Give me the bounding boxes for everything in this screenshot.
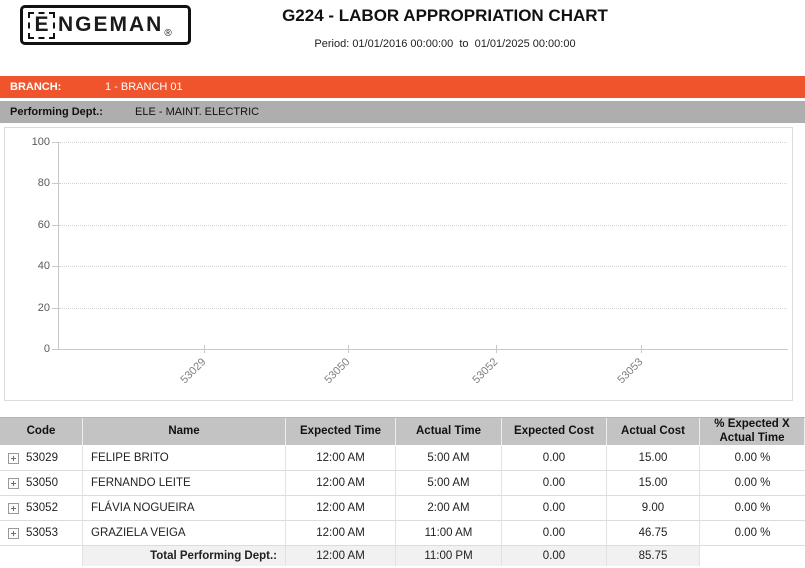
x-axis-category-label: 53052 xyxy=(470,356,501,387)
actual-cost-cell: 15.00 xyxy=(607,471,700,495)
y-axis xyxy=(58,142,59,349)
column-header-expected-cost: Expected Cost xyxy=(502,418,607,445)
expected-time-cell: 12:00 AM xyxy=(286,471,396,495)
actual-cost-cell: 46.75 xyxy=(607,521,700,545)
y-axis-tick-label: 80 xyxy=(37,177,50,189)
expected-cost-cell: 0.00 xyxy=(502,446,607,470)
y-axis-tick-label: 0 xyxy=(43,343,50,355)
total-actual-cost: 85.75 xyxy=(607,546,700,566)
column-header-expected-time: Expected Time xyxy=(286,418,396,445)
code-value: 53052 xyxy=(26,502,58,514)
x-axis-category-label: 53053 xyxy=(615,356,646,387)
expand-plus-icon[interactable] xyxy=(8,453,19,464)
gridline xyxy=(59,266,787,267)
pct-cell: 0.00 % xyxy=(734,477,771,489)
logo-e-icon: E xyxy=(28,12,55,39)
total-pct xyxy=(700,546,805,566)
report-period: Period: 01/01/2016 00:00:00 to 01/01/2025 00:00:00 xyxy=(314,38,576,50)
expected-time-cell: 12:00 AM xyxy=(286,446,396,470)
table-header-row xyxy=(0,417,805,446)
pct-cell: 0.00 % xyxy=(734,452,771,464)
table-row xyxy=(0,471,805,496)
total-expected-cost: 0.00 xyxy=(502,546,607,566)
code-value: 53029 xyxy=(26,452,58,464)
y-axis-tick-label: 20 xyxy=(37,302,50,314)
branch-value: 1 - BRANCH 01 xyxy=(105,81,183,93)
x-axis xyxy=(58,349,788,350)
column-header-actual-cost: Actual Cost xyxy=(607,418,700,445)
column-header-name: Name xyxy=(83,418,286,445)
total-expected-time: 12:00 AM xyxy=(286,546,396,566)
column-header-pct-expected-actual: % Expected X Actual Time xyxy=(700,418,805,445)
name-cell: FELIPE BRITO xyxy=(83,446,286,470)
actual-time-cell: 2:00 AM xyxy=(396,496,502,520)
total-actual-time: 11:00 PM xyxy=(396,546,502,566)
code-cell xyxy=(0,471,83,495)
gridline xyxy=(59,308,787,309)
expected-time-cell: 12:00 AM xyxy=(286,496,396,520)
table-row xyxy=(0,496,805,521)
actual-time-cell: 5:00 AM xyxy=(396,471,502,495)
gridline xyxy=(59,183,787,184)
x-axis-tick xyxy=(204,345,205,353)
column-header-code: Code xyxy=(0,418,83,445)
logo-text: NGEMAN xyxy=(58,13,164,36)
performing-dept-label: Performing Dept.: xyxy=(10,106,103,118)
pct-cell: 0.00 % xyxy=(734,527,771,539)
actual-cost-cell: 9.00 xyxy=(607,496,700,520)
total-row xyxy=(0,546,805,566)
x-axis-category-label: 53029 xyxy=(178,356,209,387)
expected-cost-cell: 0.00 xyxy=(502,471,607,495)
performing-dept-value: ELE - MAINT. ELECTRIC xyxy=(135,106,260,118)
name-cell: FLÁVIA NOGUEIRA xyxy=(83,496,286,520)
page-title: G224 - LABOR APPROPRIATION CHART xyxy=(282,6,608,25)
table-row xyxy=(0,446,805,471)
x-axis-tick xyxy=(641,345,642,353)
table-row xyxy=(0,521,805,546)
code-cell xyxy=(0,496,83,520)
registered-trademark-icon: ® xyxy=(164,28,172,39)
labor-appropriation-chart xyxy=(4,127,793,401)
y-axis-tick-label: 100 xyxy=(31,136,50,148)
x-axis-tick xyxy=(348,345,349,353)
expected-cost-cell: 0.00 xyxy=(502,521,607,545)
name-cell: FERNANDO LEITE xyxy=(83,471,286,495)
name-cell: GRAZIELA VEIGA xyxy=(83,521,286,545)
pct-cell: 0.00 % xyxy=(734,502,771,514)
x-axis-tick xyxy=(496,345,497,353)
expand-plus-icon[interactable] xyxy=(8,528,19,539)
x-axis-category-label: 53050 xyxy=(322,356,353,387)
code-value: 53053 xyxy=(26,527,58,539)
performing-dept-bar xyxy=(0,101,805,123)
expected-time-cell: 12:00 AM xyxy=(286,521,396,545)
y-axis-tick-label: 40 xyxy=(37,260,50,272)
actual-cost-cell: 15.00 xyxy=(607,446,700,470)
actual-time-cell: 5:00 AM xyxy=(396,446,502,470)
total-empty-cell xyxy=(0,546,83,566)
code-value: 53050 xyxy=(26,477,58,489)
actual-time-cell: 11:00 AM xyxy=(396,521,502,545)
total-label: Total Performing Dept.: xyxy=(83,546,286,566)
code-cell xyxy=(0,446,83,470)
expand-plus-icon[interactable] xyxy=(8,478,19,489)
expand-plus-icon[interactable] xyxy=(8,503,19,514)
branch-bar xyxy=(0,76,805,98)
column-header-actual-time: Actual Time xyxy=(396,418,502,445)
expected-cost-cell: 0.00 xyxy=(502,496,607,520)
code-cell xyxy=(0,521,83,545)
gridline xyxy=(59,225,787,226)
gridline xyxy=(59,142,787,143)
branch-label: BRANCH: xyxy=(10,81,62,93)
y-axis-tick-label: 60 xyxy=(37,219,50,231)
labor-table xyxy=(0,417,805,566)
